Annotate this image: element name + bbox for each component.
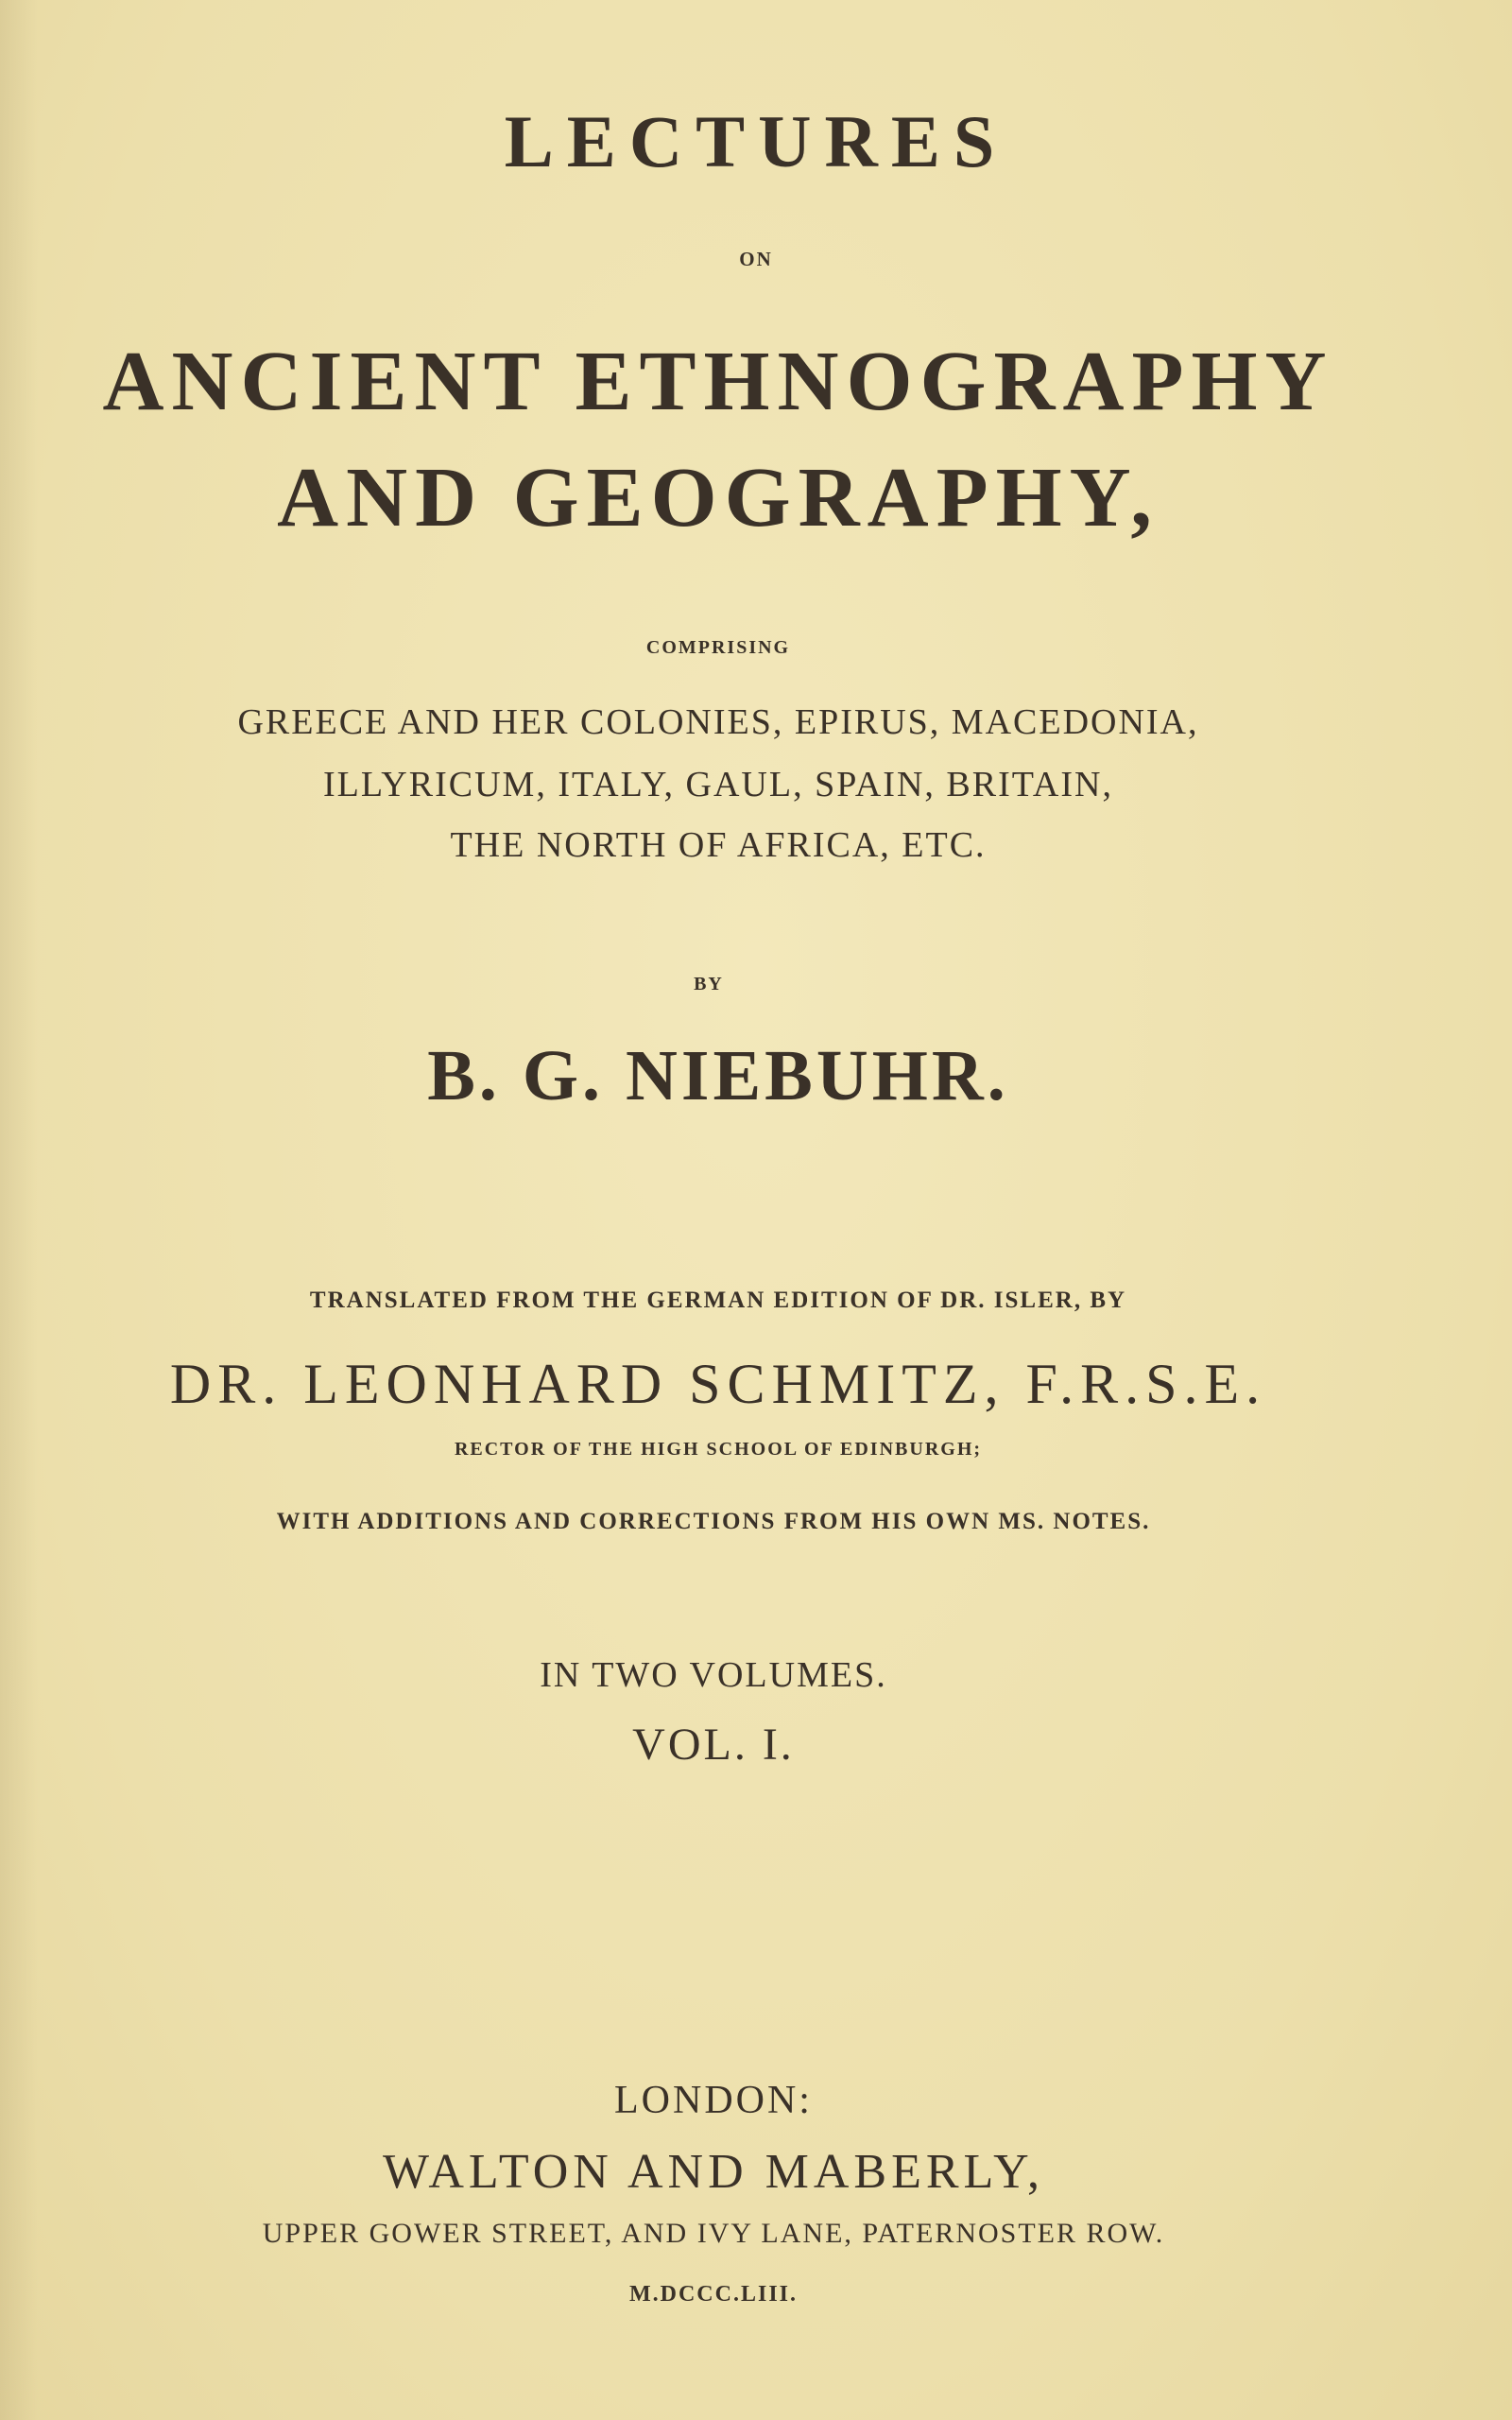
additions-note: WITH ADDITIONS AND CORRECTIONS FROM HIS OWN MS. NOTES. — [276, 1509, 1151, 1534]
title-line-1: ANCIENT ETHNOGRAPHY — [102, 335, 1334, 428]
publisher-address: UPPER GOWER STREET, AND IVY LANE, PATERNOSTER ROW. — [262, 2218, 1165, 2249]
places-line-2: ILLYRICUM, ITALY, GAUL, SPAIN, BRITAIN, — [323, 765, 1113, 804]
translator-role: RECTOR OF THE HIGH SCHOOL OF EDINBURGH; — [454, 1439, 983, 1460]
places-line-3: THE NORTH OF AFRICA, ETC. — [450, 825, 987, 865]
volumes-count: IN TWO VOLUMES. — [540, 1655, 887, 1695]
by-label: BY — [694, 974, 724, 994]
publication-date: M.DCCC.LIII. — [628, 2282, 798, 2307]
publication-city: LONDON: — [614, 2079, 813, 2122]
publisher-name: WALTON AND MABERLY, — [383, 2145, 1044, 2199]
on-word: ON — [739, 248, 773, 270]
translator-name: DR. LEONHARD SCHMITZ, F.R.S.E. — [169, 1353, 1267, 1415]
title-line-2: AND GEOGRAPHY, — [277, 451, 1160, 544]
book-heading: LECTURES — [504, 100, 1008, 182]
comprising-label: COMPRISING — [645, 637, 791, 658]
author-name: B. G. NIEBUHR. — [427, 1036, 1009, 1115]
places-line-1: GREECE AND HER COLONIES, EPIRUS, MACEDONIA, — [237, 702, 1199, 742]
translation-note: TRANSLATED FROM THE GERMAN EDITION OF DR. ISLER, BY — [309, 1288, 1127, 1313]
volume-number: VOL. I. — [632, 1720, 795, 1770]
